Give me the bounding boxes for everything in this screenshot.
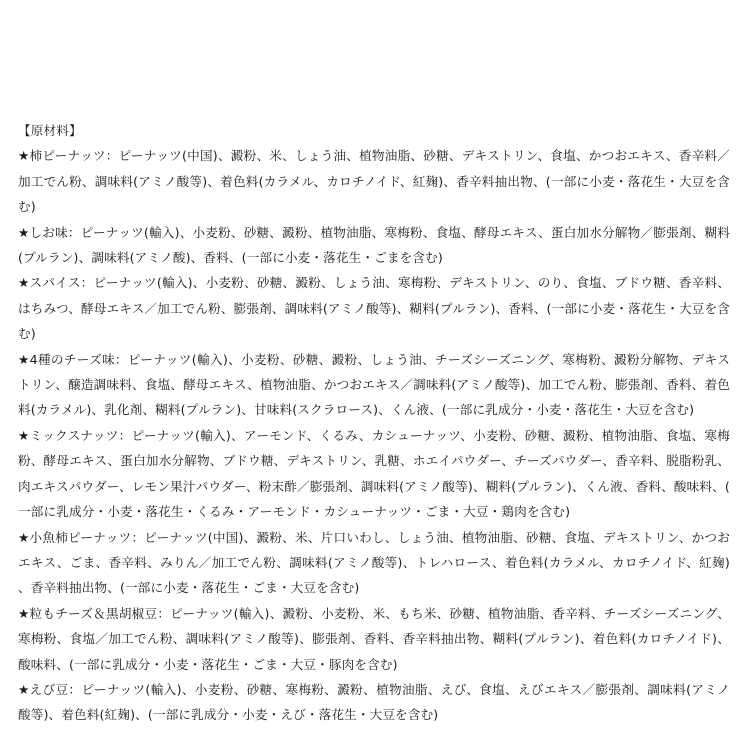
ingredients-document <box>18 118 730 728</box>
ingredient-entry-kaki-peanuts: ★柿ピーナッツ：ピーナッツ(中国)、澱粉、米、しょう油、植物油脂、砂糖、デキストリン、食塩、かつおエキス、香辛料／加工でん粉、調味料(アミノ酸等)、着色料(カラメル、カロチノイド、紅麹)、香辛料抽出物、(一部に小麦・落花生・大豆を含む) <box>18 148 730 215</box>
ingredient-entry-mixed-nuts: ★ミックスナッツ：ピーナッツ(輸入)、アーモンド、くるみ、カシューナッツ、小麦粉、砂糖、澱粉、植物油脂、食塩、寒梅粉、酵母エキス、蛋白加水分解物、ブドウ糖、デキストリン、乳糖、ホエイパウダー、チーズパウダー、香辛料、脱脂粉乳、肉エキスパウダー、レモン果汁パウダー、粉末酢／膨張剤、調味料(アミノ酸等)、糊料(プルラン)、くん液、香料、酸味料、(一部に乳成分・小麦・落花生・くるみ・アーモンド・カシューナッツ・ごま・大豆・鶏肉を含む) <box>18 427 730 520</box>
ingredient-entry-four-cheese: ★4種のチーズ味：ピーナッツ(輸入)、小麦粉、砂糖、澱粉、しょう油、チーズシーズニング、寒梅粉、澱粉分解物、デキストリン、醸造調味料、食塩、酵母エキス、植物油脂、かつおエキス／調味料(アミノ酸等)、加工でん粉、膨張剤、香料、着色料(カラメル)、乳化剤、糊料(プルラン)、甘味料(スクラロース)、くん液、(一部に乳成分・小麦・落花生・大豆を含む) <box>18 351 730 418</box>
ingredient-entry-small-fish-kaki-peanuts: ★小魚柿ピーナッツ：ピーナッツ(中国)、澱粉、米、片口いわし、しょう油、植物油脂、砂糖、食塩、デキストリン、かつおエキス、ごま、香辛料、みりん／加工でん粉、調味料(アミノ酸等)、トレハロース、着色料(カラメル、カロチノイド、紅麹)、香辛料抽出物、(一部に小麦・落花生・ごま・大豆を含む) <box>18 529 730 596</box>
ingredient-entry-shio: ★しお味：ピーナッツ(輸入)、小麦粉、砂糖、澱粉、植物油脂、寒梅粉、食塩、酵母エキス、蛋白加水分解物／膨張剤、糊料(プルラン)、調味料(アミノ酸)、香料、(一部に小麦・落花生・ごまを含む) <box>18 224 730 266</box>
ingredient-entry-cheese-black-pepper: ★粒もチーズ＆黒胡椒豆：ピーナッツ(輸入)、澱粉、小麦粉、米、もち米、砂糖、植物油脂、香辛料、チーズシーズニング、寒梅粉、食塩／加工でん粉、調味料(アミノ酸等)、膨張剤、香料、香辛料抽出物、糊料(プルラン)、着色料(カロチノイド)、酸味料、(一部に乳成分・小麦・落花生・ごま・大豆・豚肉を含む) <box>18 605 730 672</box>
ingredients-heading: 【原材料】 <box>18 123 82 138</box>
ingredient-entry-shrimp-beans: ★えび豆：ピーナッツ(輸入)、小麦粉、砂糖、寒梅粉、澱粉、植物油脂、えび、食塩、えびエキス／膨張剤、調味料(アミノ酸等)、着色料(紅麹)、(一部に乳成分・小麦・えび・落花生・大豆を含む) <box>18 681 730 723</box>
ingredient-entry-spice: ★スパイス：ピーナッツ(輸入)、小麦粉、砂糖、澱粉、しょう油、寒梅粉、デキストリン、のり、食塩、ブドウ糖、香辛料、はちみつ、酵母エキス／加工でん粉、膨張剤、調味料(アミノ酸等)、糊料(プルラン)、香料、(一部に小麦・落花生・大豆を含む) <box>18 275 730 342</box>
